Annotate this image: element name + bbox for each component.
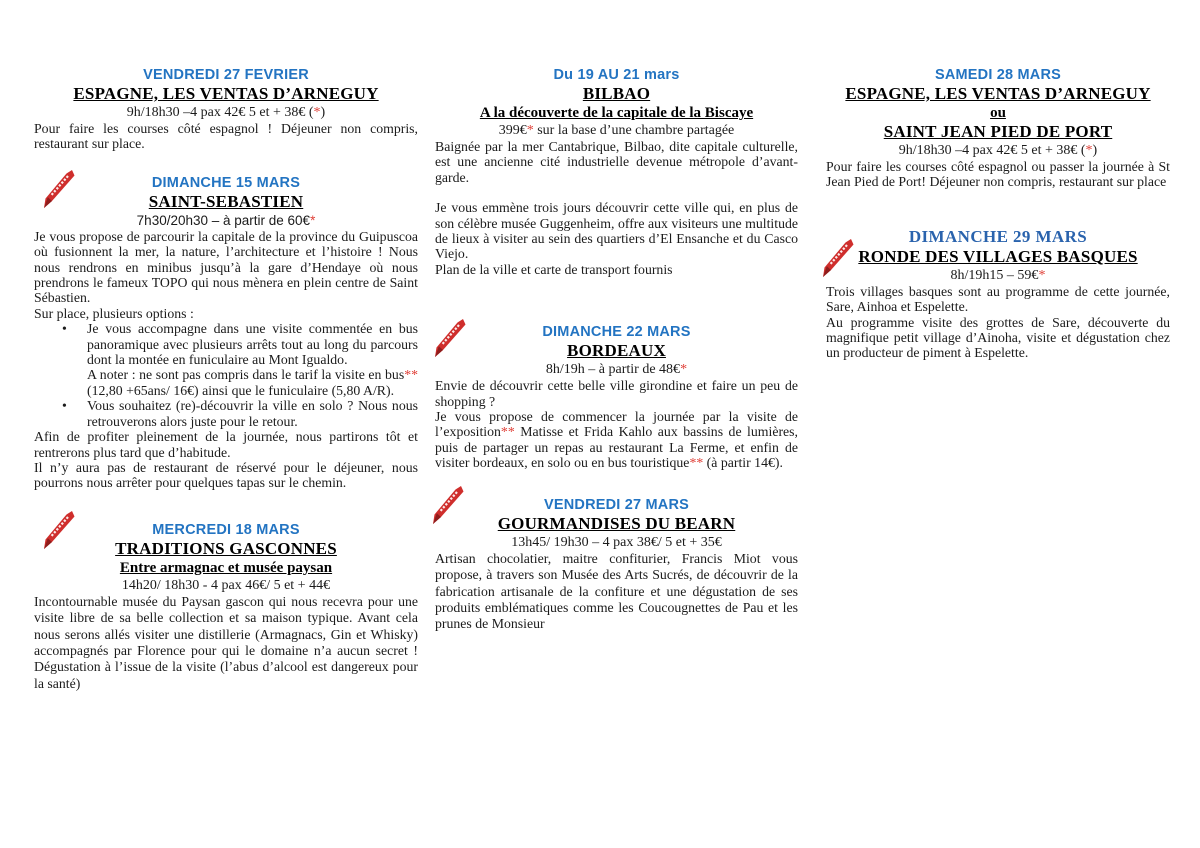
bullet-marker: • [62, 398, 67, 414]
event-description [435, 139, 798, 277]
price-text: ) [1092, 143, 1098, 158]
price-text: ) [320, 105, 326, 120]
event-schedule-price [826, 142, 1170, 159]
price-asterisk: * [680, 362, 688, 378]
red-ribbon-icon [821, 237, 855, 279]
paragraph: Pour faire les courses côté espagnol ! Déjeuner non compris, restaurant sur place. [34, 121, 418, 152]
event-date: MERCREDI 18 MARS [152, 521, 300, 538]
note-asterisks: ** [404, 367, 418, 383]
paragraph: Je vous propose de parcourir la capitale de la province du Guipuscoa où fusionnent la mer, la nature, l’architecture et l’histoire ! Nous nous rendrons en minibus jusqu’à la gare d’Hendaye où nous prendrons le fameux TOPO qui nous mènera en plein centre de Saint Sébastien. [34, 228, 418, 306]
paragraph: Envie de découvrir cette belle ville girondine et faire un peu de shopping ? [435, 378, 798, 409]
price-text: 7h30/20h30 – à partir de 60€ [136, 212, 311, 228]
event-traditions-gasconnes [34, 521, 418, 692]
price-asterisk: * [526, 123, 534, 138]
event-description [435, 551, 798, 633]
column-center [435, 0, 798, 633]
event-schedule-price [435, 122, 798, 139]
list-item [62, 398, 418, 429]
event-schedule-price: 14h20/ 18h30 - 4 pax 46€/ 5 et + 44€ [121, 577, 331, 593]
event-gourmandises-bearn [435, 496, 798, 633]
red-ribbon-icon [431, 484, 465, 526]
price-asterisk: * [313, 105, 321, 120]
price-asterisk: * [1038, 267, 1046, 283]
event-description [34, 594, 418, 692]
event-title: ESPAGNE, LES VENTAS D’ARNEGUY [73, 84, 379, 103]
event-title: TRADITIONS GASCONNES [115, 538, 337, 558]
event-saint-sebastien [34, 174, 418, 491]
bullet-marker: • [62, 321, 67, 337]
event-title: SAINT-SEBASTIEN [148, 191, 304, 211]
paragraph: Trois villages basques sont au programme de cette journée, Sare, Ainhoa et Espelette. [826, 283, 1170, 315]
event-description [826, 284, 1170, 361]
event-schedule-price [826, 267, 1170, 284]
event-description [826, 159, 1170, 190]
price-text: 399€ [498, 123, 527, 138]
price-text: 8h/19h – à partir de 48€ [545, 362, 681, 378]
event-date: VENDREDI 27 FEVRIER [143, 67, 309, 83]
event-title-alt: SAINT JEAN PIED DE PORT [883, 122, 1113, 141]
price-asterisk: * [1085, 143, 1093, 158]
event-date: DIMANCHE 15 MARS [151, 174, 301, 191]
event-title-or: ou [990, 105, 1006, 121]
event-title: ESPAGNE, LES VENTAS D’ARNEGUY [845, 84, 1151, 103]
paragraph: Pour faire les courses côté espagnol ou passer la journée à St Jean Pied de Port! Déjeuner non compris, restaurant sur place [826, 159, 1170, 190]
paragraph: Je vous emmène trois jours découvrir cette ville qui, en plus de son célèbre musée Guggenheim, offre aux visiteurs une multitude de lieux à visiter au sein des quartiers d’El Ensanche et du Casco Viejo. [435, 200, 798, 262]
price-text: 9h/18h30 –4 pax 42€ 5 et + 38€ ( [898, 143, 1086, 158]
event-espagne-ventas-feb [34, 66, 418, 152]
price-text: 9h/18h30 –4 pax 42€ 5 et + 38€ ( [126, 105, 314, 120]
note-text: (12,80 +65ans/ 16€) ainsi que le funiculaire (5,80 A/R). [87, 382, 395, 398]
event-bordeaux [435, 323, 798, 470]
paragraph: Au programme visite des grottes de Sare, découverte du magnifique petit village d’Ainoha, visite et dégustation chez un producteur de piment à Espelette. [826, 314, 1170, 361]
event-bilbao [435, 66, 798, 277]
paragraph: Incontournable musée du Paysan gascon qui nous recevra pour une visite libre de sa belle collection et sa maison typique. Avant cela nous serons allés visiter une distillerie (Armagnacs, Gin et Whisky) accompagnés par Florence pour qui le domaine n’a aucun secret ! Dégustation à l’issue de la visite (l’abus d’alcool est dangereux pour la santé) [34, 593, 418, 691]
event-espagne-ou-saint-jean [826, 66, 1170, 190]
column-left [34, 0, 418, 692]
paragraph [435, 409, 798, 471]
list-item-text: Je vous accompagne dans une visite commentée en bus panoramique avec plusieurs arrêts tout au long du parcours dont la montée en funiculaire au Mont Igualdo. [87, 321, 418, 368]
event-description [34, 229, 418, 491]
red-ribbon-icon [42, 168, 76, 210]
paragraph: Artisan chocolatier, maitre confiturier, Francis Miot vous propose, à travers son Musée des Arts Sucrés, de découvrir de la fabrication artisanale de la confiture et une dégustation de ses produits emblématiques comme les Coucougnettes de Pau et les prunes de Monsieur [435, 550, 798, 632]
event-title: BORDEAUX [567, 341, 666, 361]
list-item [62, 321, 418, 368]
event-schedule-price [34, 104, 418, 121]
event-description [34, 121, 418, 152]
paragraph: Afin de profiter pleinement de la journée, nous partirons tôt et rentrerons plus tard que d’habitude. [34, 429, 418, 460]
paragraph: Il n’y aura pas de restaurant de réservé pour le déjeuner, nous pourrons nous arrêter pour quelques tapas sur le chemin. [34, 459, 418, 491]
column-right [826, 0, 1170, 361]
event-ronde-villages-basques [826, 227, 1170, 361]
event-schedule-price [34, 212, 418, 229]
red-ribbon-icon [42, 509, 76, 551]
event-title: BILBAO [582, 84, 651, 103]
event-subtitle: Entre armagnac et musée paysan [119, 559, 333, 576]
inline-asterisks: ** [689, 455, 704, 471]
paragraph: Baignée par la mer Cantabrique, Bilbao, dite capitale culturelle, est une ancienne cité industrielle devenue métropole d’avant-garde. [435, 139, 798, 185]
note-text: A noter : ne sont pas compris dans le tarif la visite en bus [87, 367, 405, 383]
options-list [62, 321, 418, 429]
paragraph: Plan de la ville et carte de transport fournis [435, 261, 673, 277]
paragraph-text: Matisse et Frida Kahlo aux bassins de lumières, puis de partager un repas au restaurant La Ferme, et enfin de visiter bordeaux, en solo ou en bus touristique [435, 424, 798, 471]
event-date: VENDREDI 27 MARS [543, 496, 689, 513]
event-date: SAMEDI 28 MARS [934, 67, 1062, 83]
price-asterisk: * [310, 212, 316, 228]
price-text: 8h/19h15 – 59€ [950, 267, 1039, 283]
event-date: DIMANCHE 22 MARS [542, 324, 691, 341]
event-schedule-price [435, 361, 798, 378]
event-date: DIMANCHE 29 MARS [908, 226, 1088, 246]
list-item-note [87, 367, 418, 398]
paragraph: Sur place, plusieurs options : [34, 305, 194, 321]
event-schedule-price: 13h45/ 19h30 – 4 pax 38€/ 5 et + 35€ [511, 534, 722, 550]
event-date: Du 19 AU 21 mars [553, 67, 680, 83]
list-item-text: Vous souhaitez (re)-découvrir la ville en solo ? Nous nous retrouverons alors juste pour le retour. [87, 398, 418, 429]
event-title: RONDE DES VILLAGES BASQUES [858, 246, 1138, 266]
inline-asterisks: ** [500, 424, 515, 440]
paragraph-text: (à partir 14€). [703, 455, 783, 471]
event-description [435, 378, 798, 470]
event-title: GOURMANDISES DU BEARN [497, 513, 736, 533]
paragraph-text: Je vous propose de commencer la journée par la visite de l’exposition [435, 409, 798, 440]
price-text: sur la base d’une chambre partagée [533, 123, 735, 138]
event-subtitle: A la découverte de la capitale de la Biscaye [479, 105, 754, 121]
red-ribbon-icon [433, 317, 467, 359]
